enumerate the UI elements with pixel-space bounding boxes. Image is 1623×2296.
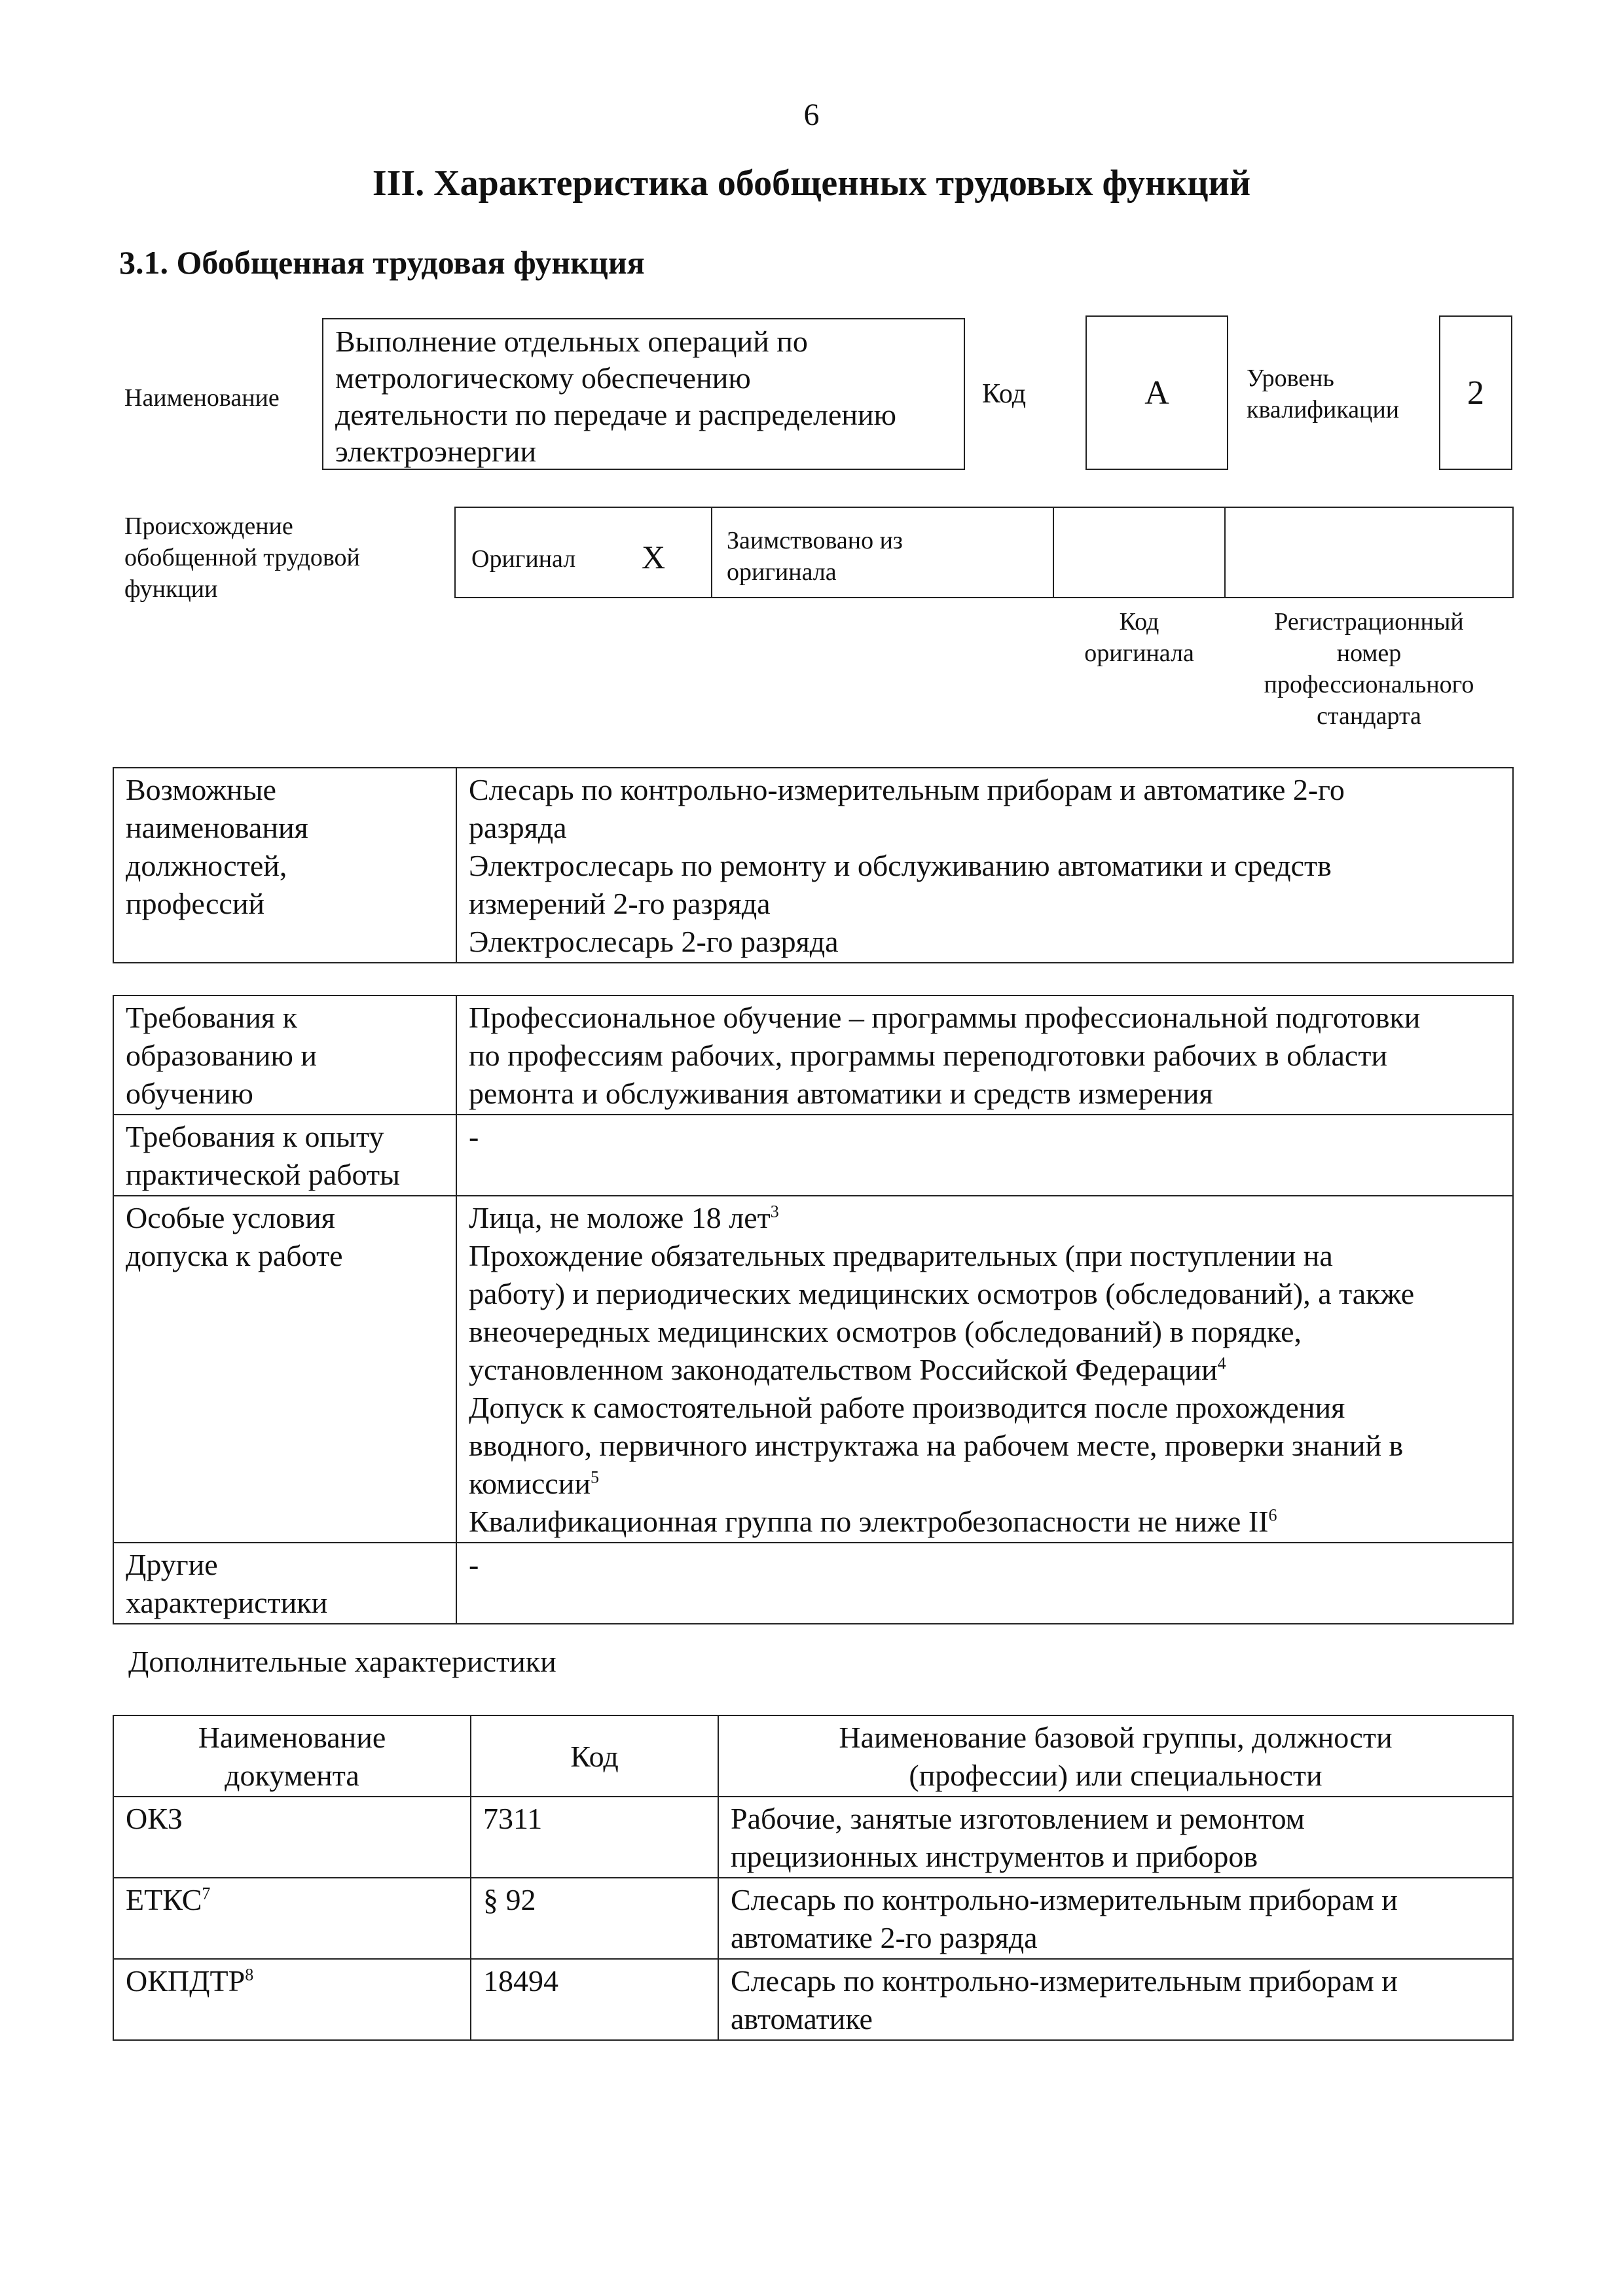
cell-line: должностей,: [126, 849, 287, 882]
table-row: [113, 996, 1513, 1115]
section-title: III. Характеристика обобщенных трудовых функций: [372, 163, 1251, 204]
table-row: [113, 1959, 1513, 2040]
doc-name: ЕТКС: [126, 1883, 202, 1916]
experience-label: [113, 1115, 456, 1196]
experience-value: [456, 1115, 1513, 1196]
code-cell: 7311: [471, 1797, 718, 1878]
code-caption-line: оригинала: [1084, 639, 1194, 667]
positions-value: [456, 768, 1513, 963]
cell-line: Требования к: [126, 1001, 297, 1034]
level-label-line: квалификации: [1247, 396, 1400, 423]
special-conditions-label: [113, 1196, 456, 1543]
line-text: комиссии: [469, 1467, 591, 1500]
cell-line: Профессиональное обучение – программы профессиональной подготовки: [469, 1001, 1421, 1034]
cell-line: допуска к работе: [126, 1239, 343, 1272]
cell-line: характеристики: [126, 1586, 328, 1619]
positions-table: [113, 767, 1514, 963]
header-line: документа: [225, 1759, 359, 1792]
cell-line: наименования: [126, 811, 308, 844]
borrowed-label-line: оригинала: [727, 558, 837, 586]
cell-line: ремонта и обслуживания автоматики и средств измерения: [469, 1077, 1213, 1110]
footnote-ref: 7: [202, 1884, 211, 1903]
table-row: [113, 1196, 1513, 1543]
cell-line: [469, 1351, 1501, 1389]
other-value: [456, 1543, 1513, 1624]
name-cell: [718, 1878, 1513, 1959]
cell-line: автоматике 2-го разряда: [731, 1921, 1038, 1954]
line-text: Лица, не моложе 18 лет: [469, 1201, 771, 1234]
footnote-ref: 8: [245, 1965, 254, 1984]
doc-cell: [113, 1959, 471, 2040]
cell-line: Требования к опыту: [126, 1120, 384, 1153]
column-header: [718, 1715, 1513, 1797]
other-label: [113, 1543, 456, 1624]
table-row: [113, 1878, 1513, 1959]
cell-line: измерений 2-го разряда: [469, 887, 771, 920]
level-value-box: [1439, 315, 1512, 470]
reg-caption-line: номер: [1336, 639, 1402, 667]
original-code-cell: [1053, 507, 1226, 598]
level-value: 2: [1467, 374, 1484, 412]
origin-label: [124, 511, 360, 605]
cell-line: профессий: [126, 887, 265, 920]
cell-line: образованию и: [126, 1039, 317, 1072]
level-label-line: Уровень: [1247, 365, 1334, 392]
origin-label-line: функции: [124, 575, 218, 603]
cell-line: Особые условия: [126, 1201, 335, 1234]
table-row: [113, 1115, 1513, 1196]
education-value: [456, 996, 1513, 1115]
reg-caption-line: профессионального: [1264, 671, 1474, 698]
cell-line: Электрослесарь по ремонту и обслуживанию автоматики и средств: [469, 849, 1332, 882]
table-row: [113, 768, 1513, 963]
original-label: Оригинал: [471, 545, 576, 573]
borrowed-cell: [711, 507, 1054, 598]
original-cell: [454, 507, 712, 598]
header-line: Наименование: [198, 1721, 386, 1754]
function-name-line: Выполнение отдельных операций по: [335, 325, 808, 358]
education-label: [113, 996, 456, 1115]
reg-caption-line: стандарта: [1317, 702, 1421, 730]
code-caption-line: Код: [1119, 608, 1159, 636]
cell-line: Слесарь по контрольно-измерительным приборам и автоматике 2-го: [469, 773, 1345, 806]
level-label: [1247, 363, 1399, 425]
requirements-table: [113, 995, 1514, 1624]
header-line: Код: [570, 1740, 619, 1773]
original-mark: Х: [642, 539, 666, 575]
table-header-row: [113, 1715, 1513, 1797]
cell-line: Допуск к самостоятельной работе производится после прохождения: [469, 1391, 1345, 1424]
table-row: [113, 1543, 1513, 1624]
cell-line: Рабочие, занятые изготовлением и ремонтом: [731, 1802, 1305, 1835]
cell-line: -: [469, 1548, 479, 1581]
cell-line: [469, 1199, 1501, 1237]
borrowed-label-line: Заимствовано из: [727, 527, 903, 554]
code-value-box: [1085, 315, 1228, 470]
cell-line: по профессиям рабочих, программы переподготовки рабочих в области: [469, 1039, 1388, 1072]
cell-line: разряда: [469, 811, 567, 844]
cell-line: -: [469, 1120, 479, 1153]
name-label: Наименование: [124, 384, 280, 412]
name-cell: [718, 1797, 1513, 1878]
header-line: (профессии) или специальности: [909, 1759, 1322, 1792]
line-text: Квалификационная группа по электробезопасности не ниже II: [469, 1505, 1269, 1538]
cell-line: Прохождение обязательных предварительных (при поступлении на: [469, 1239, 1333, 1272]
cell-line: Слесарь по контрольно-измерительным приборам и: [731, 1964, 1398, 1998]
subsection-title: 3.1. Обобщенная трудовая функция: [119, 244, 645, 281]
function-name-box: [322, 318, 965, 470]
cell-line: внеочередных медицинских осмотров (обследований) в порядке,: [469, 1315, 1302, 1348]
code-cell: 18494: [471, 1959, 718, 2040]
cell-line: вводного, первичного инструктажа на рабочем месте, проверки знаний в: [469, 1429, 1404, 1462]
origin-label-line: Происхождение: [124, 512, 293, 540]
reg-caption: [1224, 606, 1514, 732]
code-label: Код: [982, 379, 1027, 409]
positions-label: [113, 768, 456, 963]
special-conditions-value: [456, 1196, 1513, 1543]
name-cell: [718, 1959, 1513, 2040]
line-text: установленном законодательством Российской Федерации: [469, 1353, 1218, 1386]
doc-cell: [113, 1878, 471, 1959]
table-row: [113, 1797, 1513, 1878]
cell-line: [469, 1465, 1501, 1503]
origin-label-line: обобщенной трудовой: [124, 544, 360, 571]
cell-line: [469, 1503, 1501, 1541]
footnote-ref: 3: [770, 1202, 779, 1221]
function-name-line: метрологическому обеспечению: [335, 361, 751, 395]
column-header: [113, 1715, 471, 1797]
cell-line: Возможные: [126, 773, 276, 806]
cell-line: автоматике: [731, 2002, 873, 2036]
cell-line: Слесарь по контрольно-измерительным приборам и: [731, 1883, 1398, 1916]
function-name-line: деятельности по передаче и распределению: [335, 398, 896, 431]
cell-line: Другие: [126, 1548, 218, 1581]
header-line: Наименование базовой группы, должности: [839, 1721, 1393, 1754]
cell-line: работу) и периодических медицинских осмотров (обследований), а также: [469, 1277, 1415, 1310]
doc-cell: [113, 1797, 471, 1878]
code-cell: § 92: [471, 1878, 718, 1959]
cell-line: практической работы: [126, 1158, 400, 1191]
page-number: 6: [803, 98, 820, 132]
footnote-ref: 5: [590, 1467, 599, 1487]
additional-heading: Дополнительные характеристики: [128, 1645, 556, 1678]
code-value: А: [1144, 374, 1169, 412]
doc-name: ОКЗ: [126, 1802, 183, 1835]
footnote-ref: 4: [1217, 1354, 1226, 1373]
footnote-ref: 6: [1268, 1505, 1277, 1525]
code-caption: [1053, 606, 1226, 669]
cell-line: прецизионных инструментов и приборов: [731, 1840, 1258, 1873]
additional-table: [113, 1715, 1514, 2041]
cell-line: Электрослесарь 2-го разряда: [469, 925, 839, 958]
registration-number-cell: [1224, 507, 1514, 598]
function-name-line: электроэнергии: [335, 435, 537, 468]
column-header: [471, 1715, 718, 1797]
doc-name: ОКПДТР: [126, 1964, 246, 1998]
cell-line: обучению: [126, 1077, 253, 1110]
reg-caption-line: Регистрационный: [1274, 608, 1464, 636]
